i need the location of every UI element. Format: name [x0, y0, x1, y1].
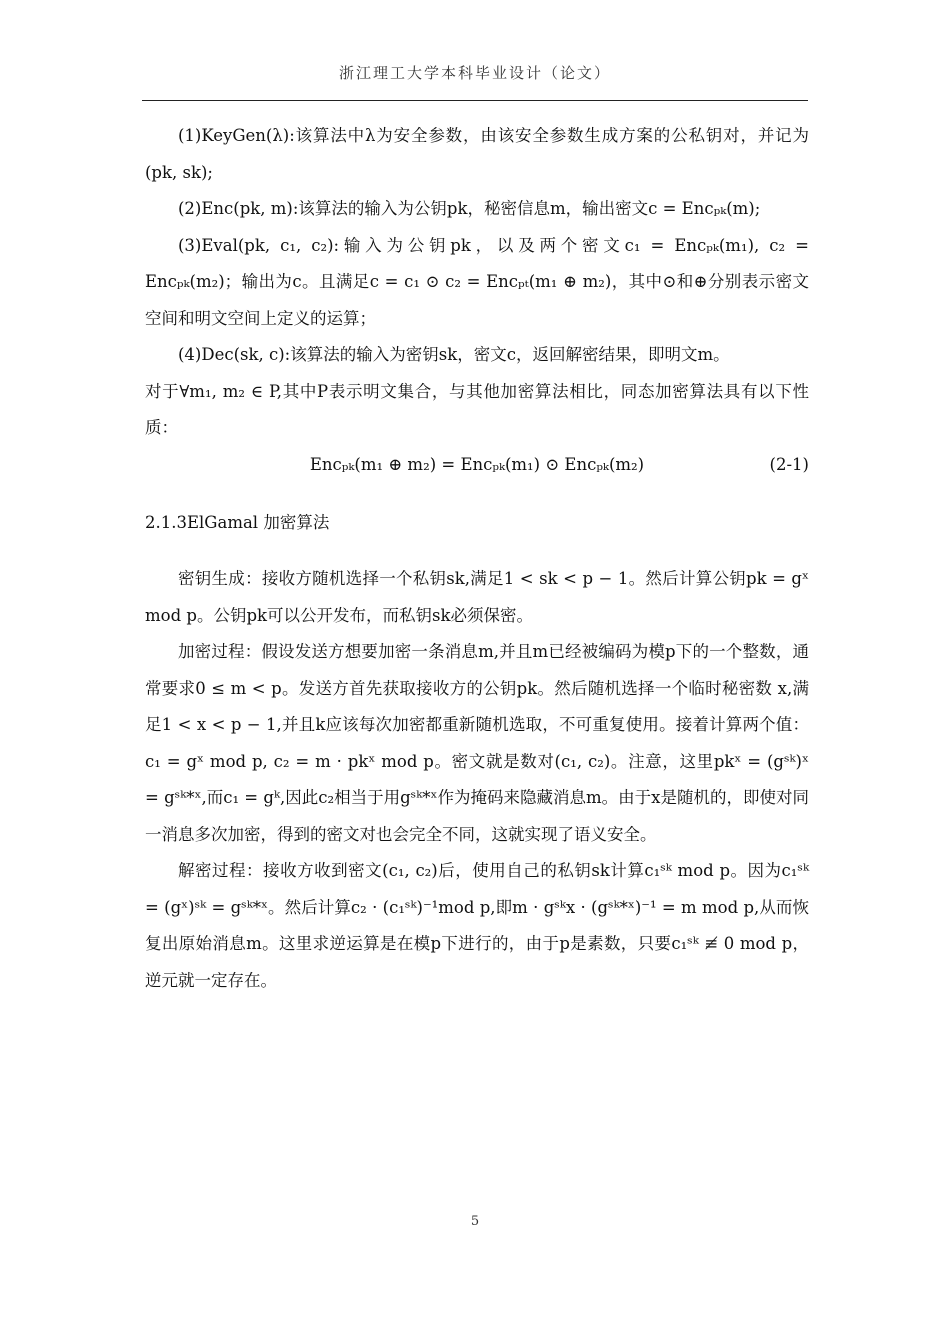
equation-body: Encₚₖ(m₁ ⊕ m₂) = Encₚₖ(m₁) ⊙ Encₚₖ(m₂) [309, 454, 645, 474]
equation-number: (2-1) [769, 454, 809, 474]
paragraph-eval-definition: (3)Eval(pk, c₁, c₂):输入为公钥pk，以及两个密文c₁ = Encₚₖ(m₁), c₂ = Encₚₖ(m₂)；输出为c。且满足c = c₁ ⊙ c₂ = Encₚₜ(m₁ ⊕ m₂)，其中⊙和⊕分别表示密文空间和明文空间上定义的运算； [145, 235, 809, 328]
paragraph-enc-definition: (2)Enc(pk, m):该算法的输入为公钥pk，秘密信息m，输出密文c = Encₚₖ(m); [178, 199, 761, 218]
equation-2-1 [145, 447, 809, 487]
header-rule [142, 100, 808, 101]
paragraph-keygen-definition: (1)KeyGen(λ):该算法中λ为安全参数，由该安全参数生成方案的公私钥对，并记为(pk, sk); [145, 126, 809, 182]
paragraph-dec-definition: (4)Dec(sk, c):该算法的输入为密钥sk，密文c，返回解密结果，即明文m。 [178, 345, 730, 364]
paragraph-decryption: 解密过程：接收方收到密文(c₁, c₂)后，使用自己的私钥sk计算c₁ˢᵏ mod p。因为c₁ˢᵏ = (gˣ)ˢᵏ = gˢᵏ*ˣ。然后计算c₂ · (c₁ˢᵏ)⁻¹mod p,即m · gˢᵏx · (gˢᵏ*ˣ)⁻¹ = m mod p,从而恢复出原始消息m。这里求逆运算是在模p下进行的，由于p是素数，只要c₁ˢᵏ ≢ 0 mod p，逆元就一定存在。 [145, 861, 809, 990]
page-header: 浙江理工大学本科毕业设计（论文） [338, 64, 611, 82]
paragraph-encryption: 加密过程：假设发送方想要加密一条消息m,并且m已经被编码为模p下的一个整数，通常要求0 ≤ m < p。发送方首先获取接收方的公钥pk。然后随机选择一个临时秘密数 x,满足1 < x < p − 1,并且k应该每次加密都重新随机选取，不可重复使用。接着计算两个值：c₁ = gˣ mod p, c₂ = m · pkˣ mod p。密文就是数对(c₁, c₂)。注意，这里pkˣ = (gˢᵏ)ˣ = gˢᵏ*ˣ,而c₁ = gᵏ,因此c₂相当于用gˢᵏ*ˣ作为掩码来隐藏消息m。由于x是随机的，即使对同一消息多次加密，得到的密文对也会完全不同，这就实现了语义安全。 [145, 642, 809, 844]
paragraph-homomorphic-property: 对于∀m₁, m₂ ∈ P,其中P表示明文集合，与其他加密算法相比，同态加密算法具有以下性质： [145, 381, 809, 437]
paragraph-key-generation: 密钥生成：接收方随机选择一个私钥sk,满足1 < sk < p − 1。然后计算公钥pk = gˣ mod p。公钥pk可以公开发布，而私钥sk必须保密。 [145, 569, 809, 625]
section-heading: 2.1.3ElGamal 加密算法 [145, 512, 330, 532]
page-number: 5 [470, 1214, 480, 1229]
body-text [145, 118, 809, 999]
